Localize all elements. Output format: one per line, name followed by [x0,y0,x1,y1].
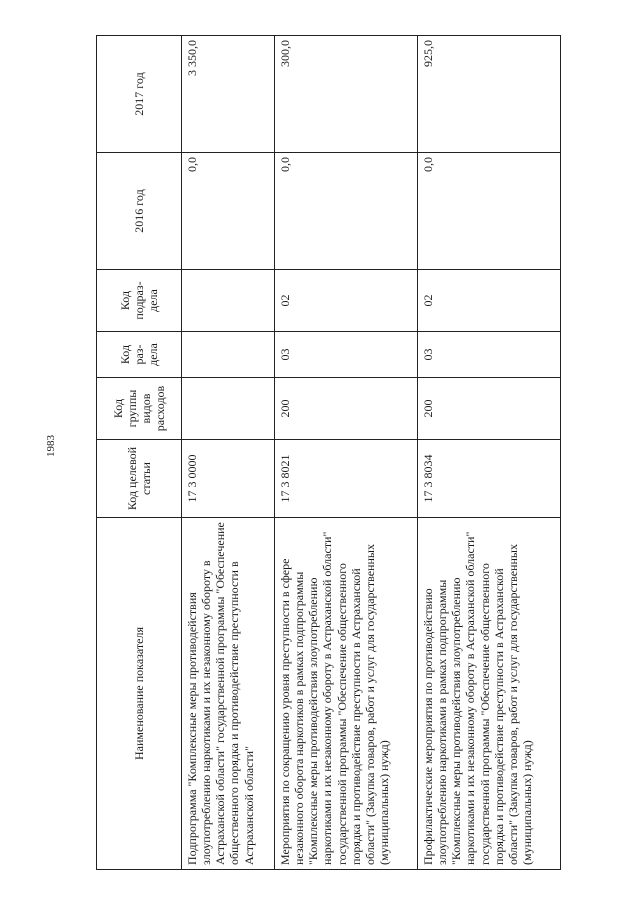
header-year-2017: 2017 год [97,36,182,153]
table-row [275,36,418,870]
row-year-2016: 0,0 [275,153,418,270]
row-section [182,332,275,378]
row-subsection: 02 [275,270,418,332]
row-target-code: 17 3 8021 [275,440,418,518]
header-name: Наименование показателя [97,518,182,870]
page-number: 1983 [45,435,57,457]
table-row [418,36,561,870]
row-year-2016: 0,0 [418,153,561,270]
row-target-code: 17 3 8034 [418,440,561,518]
row-section: 03 [275,332,418,378]
header-expense-group: Код группы видов расходов [97,378,182,440]
row-name: Мероприятия по сокращению уровня преступности в сфере незаконного оборота наркотиков в рамках подпрограммы "Комплексные меры противодействия злоупотреблению наркотиками и их незаконному обороту в Астраханской области" государственной программы "Обеспечение общественного порядка и противодействие преступности в Астраханской области" (Закупка товаров, работ и услуг для государственных (муниципальных) нужд) [275,518,418,870]
header-subsection: Код подраз-дела [97,270,182,332]
rotated-table-container [96,36,640,870]
table-row [182,36,275,870]
row-expense-group [182,378,275,440]
budget-table [96,35,561,870]
row-year-2017: 925,0 [418,36,561,153]
row-section: 03 [418,332,561,378]
header-row [97,36,182,870]
row-expense-group: 200 [418,378,561,440]
header-year-2016: 2016 год [97,153,182,270]
row-expense-group: 200 [275,378,418,440]
row-name: Профилактические мероприятия по противодействию злоупотреблению наркотиками в рамках подпрограммы "Комплексные меры противодействия злоупотреблению наркотиками и их незаконному обороту в Астраханской области" государственной программы "Обеспечение общественного порядка и противодействие преступности в Астраханской области" (Закупка товаров, работ и услуг для государственных (муниципальных) нужд) [418,518,561,870]
row-name: Подпрограмма "Комплексные меры противодействия злоупотреблению наркотиками и их незаконному обороту в Астраханской области" государственной программы "Обеспечение общественного порядка и противодействие преступности в Астраханской области" [182,518,275,870]
row-year-2016: 0,0 [182,153,275,270]
row-year-2017: 3 350,0 [182,36,275,153]
row-year-2017: 300,0 [275,36,418,153]
row-target-code: 17 3 0000 [182,440,275,518]
row-subsection [182,270,275,332]
header-target-code: Код целевой статьи [97,440,182,518]
row-subsection: 02 [418,270,561,332]
header-section: Код раз-дела [97,332,182,378]
